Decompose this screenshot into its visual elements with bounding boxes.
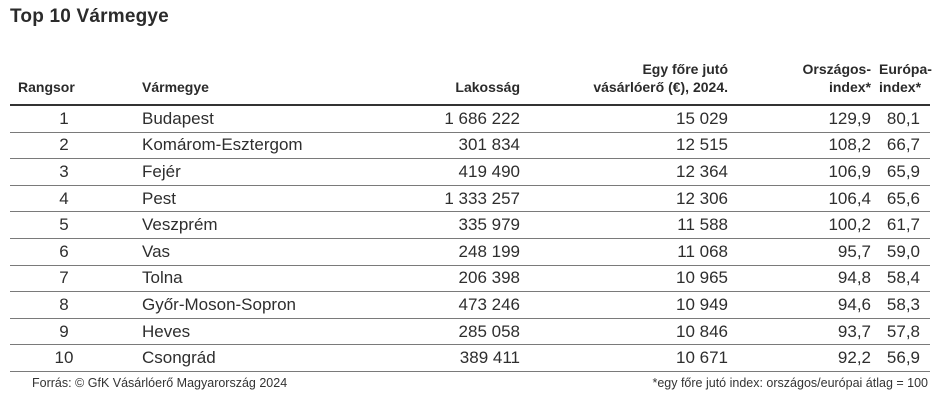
header-national-line2: index*: [828, 79, 871, 95]
cell-population: 285 058: [356, 318, 524, 345]
cell-european-index: 65,9: [875, 159, 930, 186]
cell-national-index: 129,9: [732, 105, 875, 132]
header-european-index: [875, 60, 930, 105]
cell-county: Pest: [118, 185, 356, 212]
cell-population: 335 979: [356, 212, 524, 239]
cell-rank: 3: [10, 159, 118, 186]
cell-national-index: 100,2: [732, 212, 875, 239]
header-rank: Rangsor: [10, 60, 118, 105]
cell-national-index: 94,8: [732, 265, 875, 292]
cell-national-index: 106,9: [732, 159, 875, 186]
cell-european-index: 80,1: [875, 105, 930, 132]
table-row: [10, 105, 930, 132]
cell-european-index: 65,6: [875, 185, 930, 212]
header-european-line2: index*: [879, 79, 922, 95]
cell-national-index: 106,4: [732, 185, 875, 212]
cell-county: Vas: [118, 238, 356, 265]
table-row: [10, 238, 930, 265]
cell-european-index: 61,7: [875, 212, 930, 239]
cell-population: 419 490: [356, 159, 524, 186]
cell-rank: 4: [10, 185, 118, 212]
cell-purchasing-power: 12 306: [524, 185, 732, 212]
table-row: [10, 345, 930, 372]
cell-european-index: 56,9: [875, 345, 930, 372]
cell-european-index: 66,7: [875, 132, 930, 159]
table-row: [10, 265, 930, 292]
header-national-index: [732, 60, 875, 105]
cell-rank: 10: [10, 345, 118, 372]
cell-rank: 9: [10, 318, 118, 345]
cell-national-index: 95,7: [732, 238, 875, 265]
cell-european-index: 59,0: [875, 238, 930, 265]
cell-national-index: 94,6: [732, 292, 875, 319]
header-european-line1: Európa-: [879, 61, 932, 77]
cell-population: 301 834: [356, 132, 524, 159]
cell-population: 206 398: [356, 265, 524, 292]
cell-rank: 8: [10, 292, 118, 319]
source-note: Forrás: © GfK Vásárlóerő Magyarország 2024: [32, 376, 288, 390]
cell-population: 248 199: [356, 238, 524, 265]
table-row: [10, 159, 930, 186]
cell-county: Budapest: [118, 105, 356, 132]
cell-county: Fejér: [118, 159, 356, 186]
cell-national-index: 92,2: [732, 345, 875, 372]
table-row: [10, 292, 930, 319]
header-purchasing-line1: Egy főre jutó: [642, 61, 728, 77]
page-title: Top 10 Vármegye: [10, 6, 169, 27]
index-footnote: *egy főre jutó index: országos/európai átlag = 100: [652, 376, 928, 390]
cell-county: Győr-Moson-Sopron: [118, 292, 356, 319]
cell-rank: 7: [10, 265, 118, 292]
cell-county: Heves: [118, 318, 356, 345]
cell-rank: 1: [10, 105, 118, 132]
header-population: Lakosság: [356, 60, 524, 105]
cell-rank: 6: [10, 238, 118, 265]
cell-rank: 2: [10, 132, 118, 159]
cell-purchasing-power: 12 364: [524, 159, 732, 186]
cell-population: 1 686 222: [356, 105, 524, 132]
cell-population: 1 333 257: [356, 185, 524, 212]
cell-county: Veszprém: [118, 212, 356, 239]
table-body: [10, 105, 930, 371]
cell-purchasing-power: 10 846: [524, 318, 732, 345]
header-national-line1: Országos-: [802, 61, 871, 77]
cell-county: Tolna: [118, 265, 356, 292]
cell-county: Csongrád: [118, 345, 356, 372]
cell-county: Komárom-Esztergom: [118, 132, 356, 159]
cell-purchasing-power: 11 588: [524, 212, 732, 239]
ranking-table: [10, 60, 930, 372]
header-purchasing-power: [524, 60, 732, 105]
header-purchasing-line2: vásárlóerő (€), 2024.: [593, 79, 728, 95]
cell-purchasing-power: 15 029: [524, 105, 732, 132]
table-row: [10, 318, 930, 345]
cell-european-index: 58,4: [875, 265, 930, 292]
cell-national-index: 93,7: [732, 318, 875, 345]
cell-rank: 5: [10, 212, 118, 239]
table-row: [10, 185, 930, 212]
header-county: Vármegye: [118, 60, 356, 105]
cell-purchasing-power: 10 965: [524, 265, 732, 292]
cell-european-index: 58,3: [875, 292, 930, 319]
cell-purchasing-power: 11 068: [524, 238, 732, 265]
header-row: [10, 60, 930, 105]
cell-population: 389 411: [356, 345, 524, 372]
cell-purchasing-power: 10 671: [524, 345, 732, 372]
cell-population: 473 246: [356, 292, 524, 319]
cell-purchasing-power: 10 949: [524, 292, 732, 319]
cell-european-index: 57,8: [875, 318, 930, 345]
table-header: [10, 60, 930, 105]
cell-national-index: 108,2: [732, 132, 875, 159]
table-row: [10, 212, 930, 239]
cell-purchasing-power: 12 515: [524, 132, 732, 159]
table-row: [10, 132, 930, 159]
